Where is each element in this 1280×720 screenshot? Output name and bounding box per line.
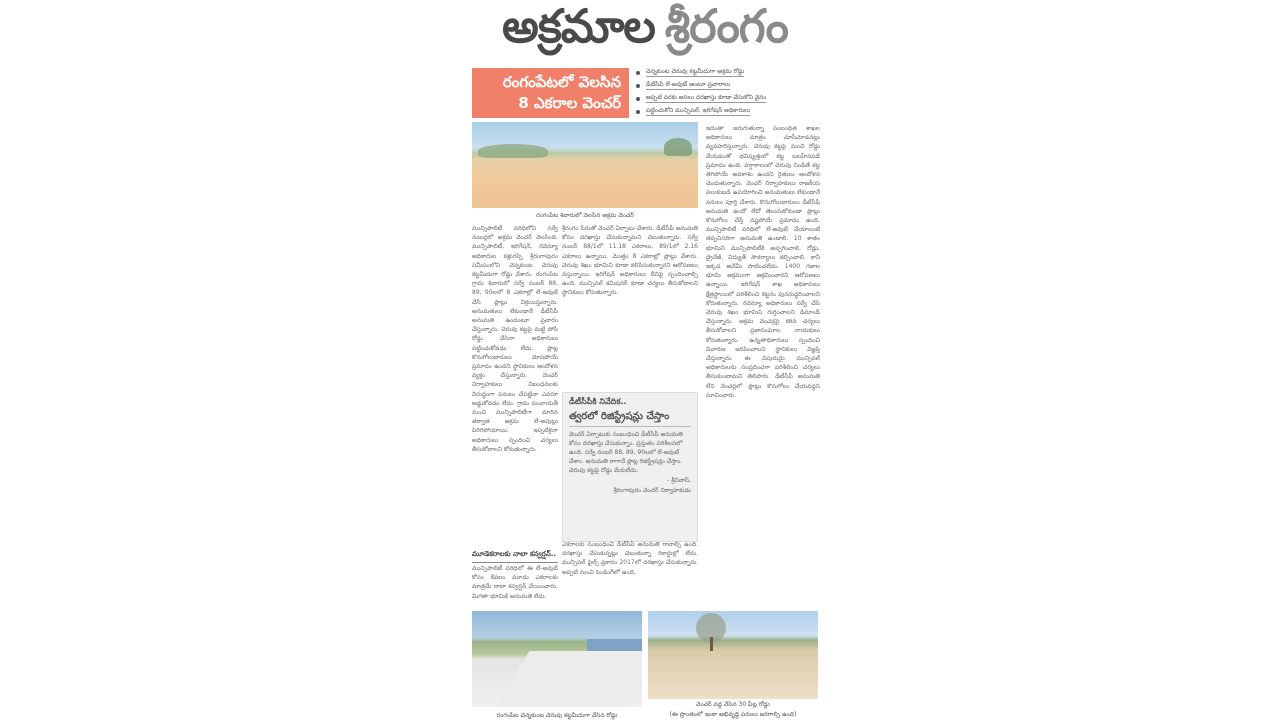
tank-bund-road-photo bbox=[472, 611, 642, 707]
inset-body: వెంచర్ ఏర్పాటుకు సంబంధించి డీటీసీపీ అనుమతి కోసం దరఖాస్తు చేసుకున్నాం. ప్రస్తుతం పరిశీలనలో ఉంది. సర్వే నంబర్ 88, 89, 90లలో లే-అవుట్ చేశాం. అనుమతి రాగానే ప్లాట్ల రిజిస్ట్రేషన్లు చేస్తాం. చెరువు కట్టపై రోడ్డు వేయలేదు. bbox=[569, 431, 683, 474]
venture-land-photo bbox=[472, 122, 698, 208]
highlights-list bbox=[636, 66, 820, 118]
article-column-2: శ్రీరంగం పేరుతో వెంచర్ ఏర్పాటు చేశారు. డీటీసీపీ అనుమతి కోసం దరఖాస్తు చేసుకున్నామని చెబుతున్నారు. సర్వే నంబర్ 88/1లో 11.18 ఎకరాలు, 89/1లో 2.16 ఎకరాలు ఉన్నాయి. మొత్తం 8 ఎకరాల్లో ప్లాట్లు వేశారు. చెరువు శిఖం భూమిని కూడా కలిపేసుకున్నారని ఆరోపణలు వస్తున్నాయి. ఇరిగేషన్ అధికారులు దీనిపై స్పందించాల్సి ఉంది. మున్సిపల్ కమిషనర్ కూడా చర్యలు తీసుకోవాలని స్థానికులు కోరుతున్నారు. bbox=[562, 225, 698, 297]
photo2-caption: రంగంపేట చెన్నకుంట చెరువు కట్టమీదుగా వేసిన రోడ్డు bbox=[496, 712, 618, 719]
tree-line-graphic bbox=[478, 144, 548, 158]
subsection-heading: మూడెకరాలకు నాలా కన్వర్షన్.. bbox=[472, 550, 558, 563]
photo3-caption-line1: వెంచర్ వద్ద వేసిన 30 ఫీట్ల రోడ్డు bbox=[696, 701, 770, 708]
bullet-icon bbox=[636, 84, 640, 88]
newspaper-clipping bbox=[470, 0, 820, 720]
photo1-caption: రంగంపేట శివారులో వెలసిన అక్రమ వెంచర్ bbox=[536, 212, 634, 219]
subsection-column-2: ఎకరాలకు సంబంధించి డీటీసీపీ అనుమతి రావాల్సి ఉంది. దరఖాస్తు చేసుకున్నట్లు చెబుతున్నా రికార్డుల్లో లేదు. మున్సిపల్ ఫైల్స్ ప్రకారం 2017లో దరఖాస్తు చేసుకున్నారు. అప్పటి నుంచి పెండింగ్‌లో ఉంది. bbox=[562, 541, 698, 576]
lead-headline-box bbox=[472, 68, 629, 118]
quote-inset-box bbox=[562, 392, 698, 542]
inset-kicker: డీటీసీపీకి నివేదిక.. bbox=[569, 397, 627, 406]
highlight-item: పట్టించుకోని మున్సిపల్, ఇరిగేషన్ అధికారులు bbox=[636, 105, 820, 118]
article-column-1: మున్సిపాలిటీ పరిధిలోని సర్వే నంబర్లలో అక్రమ వెంచర్ వెలసింది. మున్సిపాలిటీ, ఇరిగేషన్, రెవెన్యూ అధికారుల కళ్లుగప్పి శ్రీరంగాపురం సమీపంలోని చెన్నకుంట చెరువు కట్టమీదుగా రోడ్డు వేశారు. రంగంపేట గ్రామ శివారులో సర్వే నంబర్ 88, 89, 90లలో 8 ఎకరాల్లో లే-అవుట్ చేసి ప్లాట్లు విక్రయిస్తున్నారు. అనుమతులు లేకుండానే డీటీసీపీ అనుమతి ఉందంటూ ప్రచారం చేస్తున్నారు. చెరువు కట్టపై మట్టి పోసి రోడ్డు వేసినా అధికారులు పట్టించుకోవడం లేదు. ప్లాట్ల కొనుగోలుదారులు మోసపోయే ప్రమాదం ఉందని స్థానికులు ఆందోళన వ్యక్తం చేస్తున్నారు. వెంచర్ నిర్వాహకులు నిబంధనలకు విరుద్ధంగా పనులు చేపట్టినా ఎవరూ అడ్డుకోవడం లేదు. గ్రామ పంచాయతీ నుంచి మున్సిపాలిటీగా మారిన తర్వాత అక్రమ లే-అవుట్లు పెరిగిపోయాయి. ఇప్పటికైనా అధికారులు స్పందించి చర్యలు తీసుకోవాలని కోరుతున్నారు. bbox=[472, 225, 558, 453]
masthead bbox=[470, 2, 820, 62]
bullet-icon bbox=[636, 71, 640, 75]
highlight-item: డీటీసీపీ లే-అవుట్ అంటూ ప్రచారాలు bbox=[636, 79, 820, 92]
venture-road-photo bbox=[648, 611, 818, 699]
tree-trunk-graphic bbox=[710, 637, 713, 651]
highlight-item: అప్పటి వరకు అసలు దరఖాస్తు కూడా చేసుకోని వైనం bbox=[636, 92, 820, 105]
bullet-icon bbox=[636, 97, 640, 101]
lead-headline-line2: 8 ఎకరాల వెంచర్ bbox=[518, 94, 621, 112]
tree-line-graphic bbox=[664, 138, 692, 156]
highlight-item: చెన్నకుంట చెరువు కట్టమీదుగా అక్రమ రోడ్డు bbox=[636, 66, 820, 79]
inset-signature-role: శ్రీరంగాపురం వెంచర్ నిర్వాహకుడు bbox=[613, 487, 691, 494]
inset-signature-name: - శ్రీనివాస్, bbox=[667, 477, 691, 484]
inset-headline: త్వరలో రిజిస్ట్రేషన్లు చేస్తాం bbox=[569, 410, 691, 427]
bullet-icon bbox=[636, 110, 640, 114]
lead-headline-line1: రంగంపేటలో వెలసిన bbox=[502, 73, 621, 91]
subsection-column-1: మున్సిపాలిటీ పరిధిలో ఈ లే-అవుట్ కోసం కేవలం మూడు ఎకరాలకు మాత్రమే నాలా కన్వర్షన్ చేయించారు. మిగతా భూమికి అనుమతి లేదు. bbox=[472, 565, 558, 600]
masthead-title-part1: అక్రమాల bbox=[502, 0, 655, 53]
photo3-caption-line2: (ఈ ప్రాంతంలో ఇంకా అభివృద్ధి పనులు జరగాల్సి ఉంది) bbox=[669, 711, 797, 718]
masthead-title-part2: శ్రీరంగం bbox=[664, 0, 788, 53]
road-graphic bbox=[495, 651, 642, 707]
article-column-3: ఇదంతా జరుగుతున్నా సంబంధిత శాఖల అధికారులు మాత్రం చూసీచూడనట్లు వ్యవహరిస్తున్నారు. చెరువు కట్టపై నుంచి రోడ్డు వేయడంతో భవిష్యత్తులో కట్ట బలహీనపడే ప్రమాదం ఉంది. వర్షాకాలంలో చెరువు నిండితే కట్ట తెగిపోయే అవకాశం ఉందని రైతులు ఆందోళన చెందుతున్నారు. వెంచర్ నిర్వాహకులు రాజకీయ పలుకుబడి ఉపయోగించి అనుమతులు లేకుండానే పనులు పూర్తి చేశారు. కొనుగోలుదారులు డీటీసీపీ అనుమతి ఉందో లేదో తెలుసుకోకుండా ప్లాట్లు కొనుగోలు చేస్తే నష్టపోయే ప్రమాదం ఉంది. మున్సిపాలిటీ పరిధిలో లే-అవుట్ చేయాలంటే తప్పనిసరిగా అనుమతి ఉండాలి. 10 శాతం భూమిని మున్సిపాలిటీకి అప్పగించాలి. రోడ్లు, డ్రైనేజీ, విద్యుత్ సౌకర్యాలు కల్పించాలి. కానీ ఇక్కడ అవేమీ పాటించలేదు. 1400 గజాల భూమి అక్రమంగా ఆక్రమించారని ఆరోపణలు ఉన్నాయి. ఇరిగేషన్ శాఖ అధికారులు క్షేత్రస్థాయిలో పరిశీలించి కట్టను పునరుద్ధరించాలని కోరుతున్నారు. రెవెన్యూ అధికారులు సర్వే చేసి చెరువు శిఖం భూమిని గుర్తించాలని డిమాండ్ చేస్తున్నారు. అక్రమ వెంచర్లపై కఠిన చర్యలు తీసుకోవాలని ప్రజాసంఘాల నాయకులు కోరుతున్నారు. ఉన్నతాధికారులు స్పందించి విచారణ జరిపించాలని స్థానికులు విజ్ఞప్తి చేస్తున్నారు. ఈ విషయమై మున్సిపల్ అధికారులను సంప్రదించగా పరిశీలించి చర్యలు తీసుకుంటామని తెలిపారు. డీటీసీపీ అనుమతి లేని వెంచర్లలో ప్లాట్లు కొనుగోలు చేయవద్దని సూచించారు. bbox=[706, 125, 820, 399]
